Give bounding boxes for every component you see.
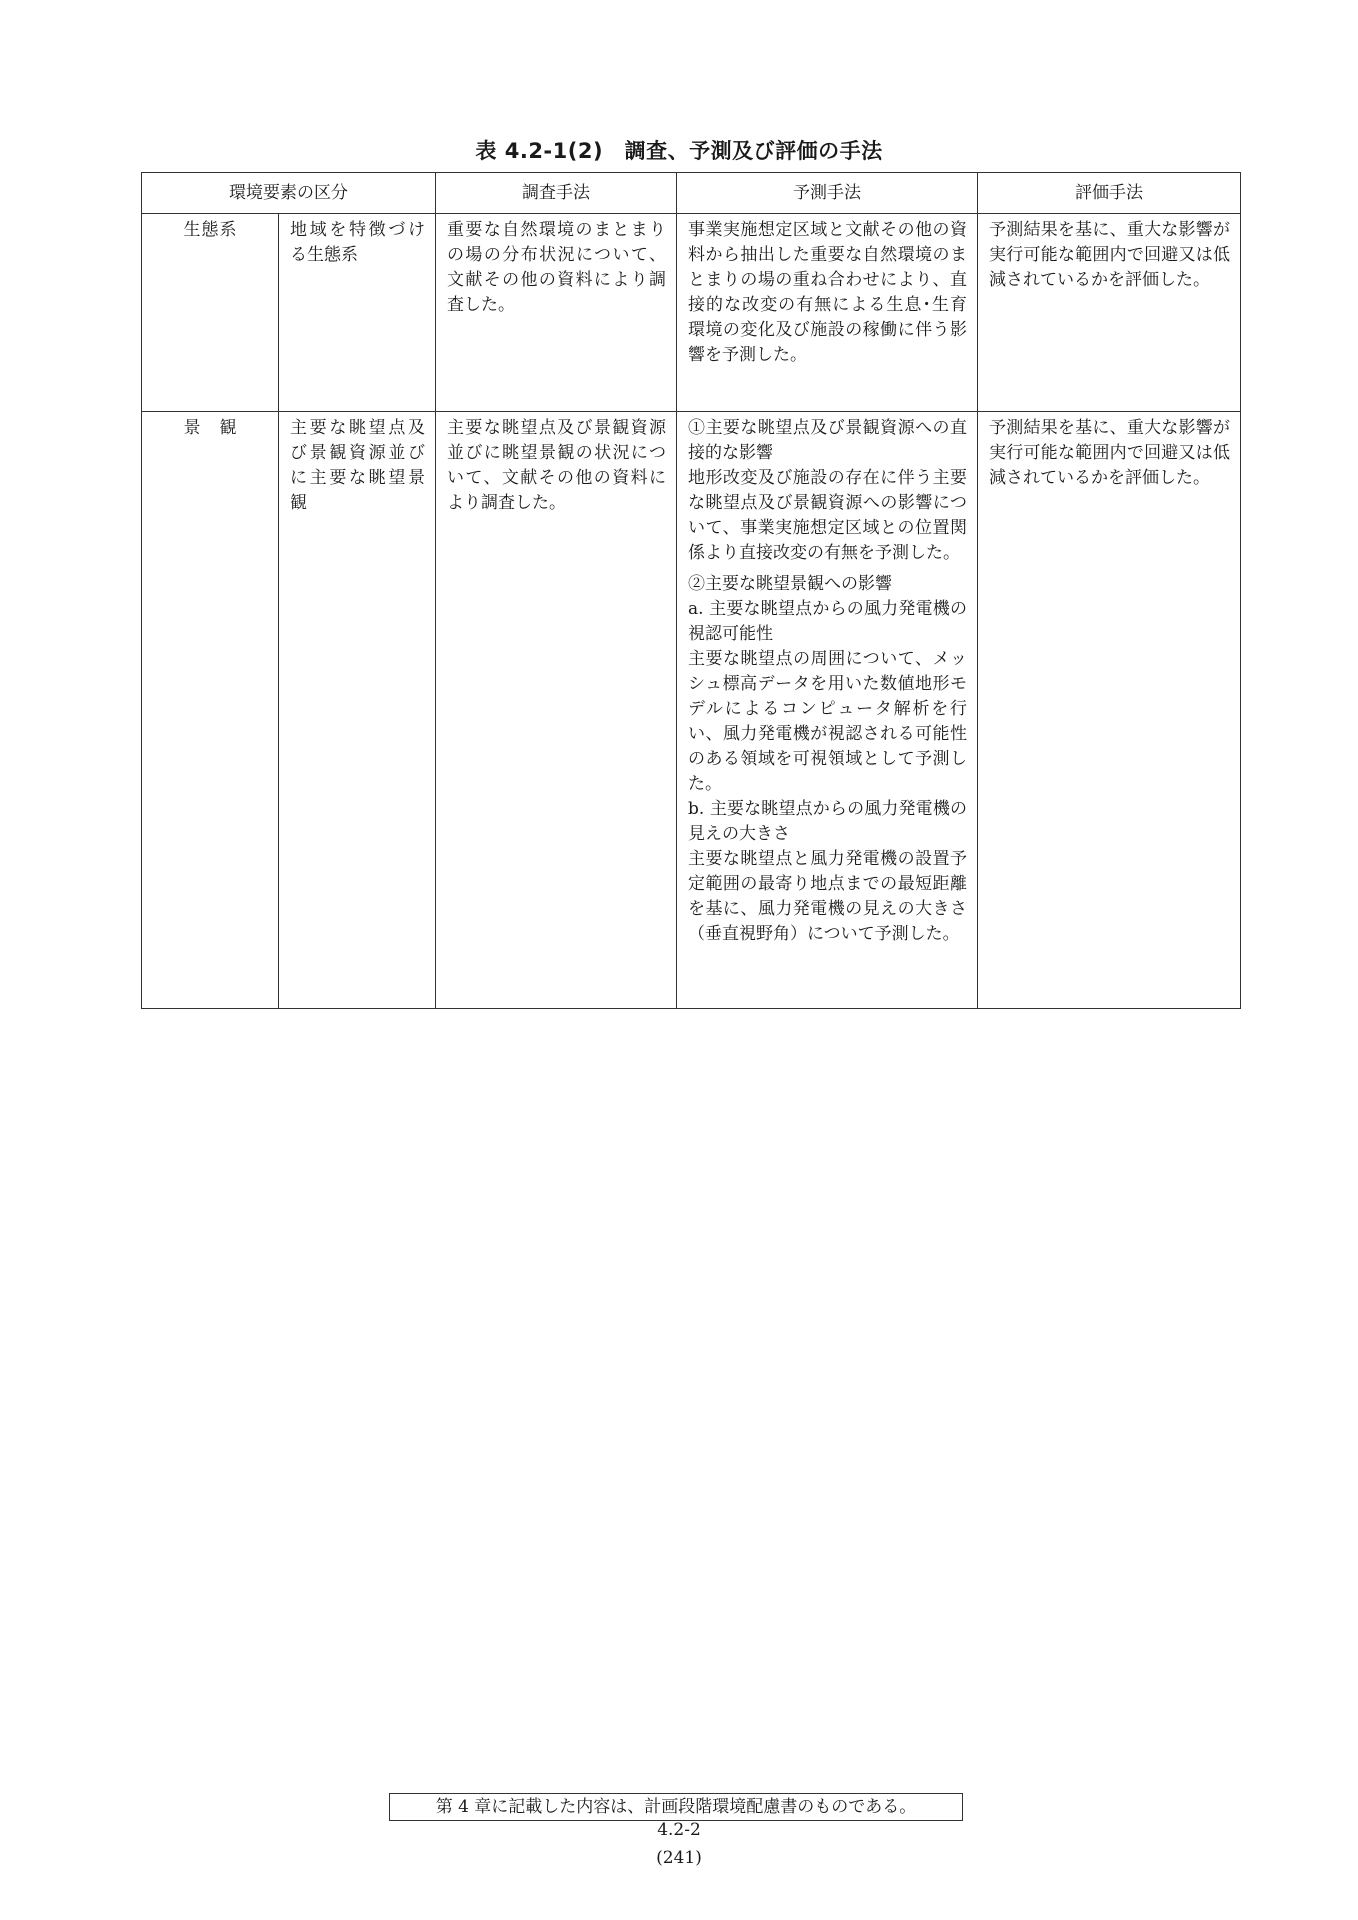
- header-category: 環境要素の区分: [142, 173, 436, 214]
- row-category: 景 観: [142, 412, 279, 1009]
- row-element: 主要な眺望点及び景観資源並びに主要な眺望景観: [279, 412, 436, 1009]
- table-row-landscape: [142, 412, 1241, 1009]
- header-survey: 調査手法: [436, 173, 677, 214]
- row-prediction: [677, 214, 978, 412]
- prediction-subheading: a. 主要な眺望点からの風力発電機の視認可能性: [688, 599, 967, 644]
- prediction-subheading: b. 主要な眺望点からの風力発電機の見えの大きさ: [688, 799, 967, 844]
- table-header-row: [142, 173, 1241, 214]
- row-element: 地域を特徴づける生態系: [279, 214, 436, 412]
- prediction-paragraph: 地形改変及び施設の存在に伴う主要な眺望点及び景観資源への影響について、事業実施想定区域との位置関係より直接改変の有無を予測した。: [688, 468, 967, 563]
- row-survey: 主要な眺望点及び景観資源並びに眺望景観の状況について、文献その他の資料により調査した。: [436, 412, 677, 1009]
- row-evaluation: 予測結果を基に、重大な影響が実行可能な範囲内で回避又は低減されているかを評価した。: [978, 214, 1241, 412]
- row-category: 生態系: [142, 214, 279, 412]
- row-evaluation: 予測結果を基に、重大な影響が実行可能な範囲内で回避又は低減されているかを評価した。: [978, 412, 1241, 1009]
- row-prediction: [677, 412, 978, 1009]
- row-survey: 重要な自然環境のまとまりの場の分布状況について、文献その他の資料により調査した。: [436, 214, 677, 412]
- footer-note: 第 4 章に記載した内容は、計画段階環境配慮書のものである。: [389, 1793, 963, 1821]
- prediction-heading: ①主要な眺望点及び景観資源への直接的な影響: [688, 418, 967, 463]
- prediction-paragraph: 主要な眺望点と風力発電機の設置予定範囲の最寄り地点までの最短距離を基に、風力発電機の見えの大きさ（垂直視野角）について予測した。: [688, 849, 967, 944]
- table-row-ecosystem: [142, 214, 1241, 412]
- prediction-heading: ②主要な眺望景観への影響: [688, 574, 892, 594]
- assessment-methods-table: [141, 172, 1241, 1009]
- table-caption: 表 4.2-1(2) 調査、予測及び評価の手法: [475, 139, 883, 163]
- page-number: 4.2-2: [657, 1820, 701, 1840]
- prediction-paragraph: 主要な眺望点の周囲について、メッシュ標高データを用いた数値地形モデルによるコンピュータ解析を行い、風力発電機が視認される可能性のある領域を可視領域として予測した。: [688, 649, 967, 794]
- header-evaluation: 評価手法: [978, 173, 1241, 214]
- prediction-paragraph: 事業実施想定区域と文献その他の資料から抽出した重要な自然環境のまとまりの場の重ね合わせにより、直接的な改変の有無による生息･生育環境の変化及び施設の稼働に伴う影響を予測した。: [688, 220, 967, 365]
- header-prediction: 予測手法: [677, 173, 978, 214]
- page-total-number: (241): [656, 1848, 702, 1868]
